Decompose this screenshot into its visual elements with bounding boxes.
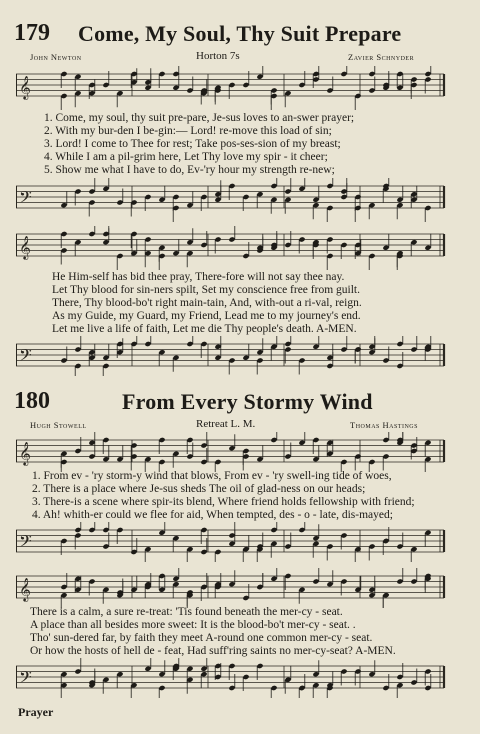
hymn-title: From Every Stormy Wind <box>122 389 373 414</box>
lyric-line: A place than all besides more sweet: It is the blood-bo't mer-cy - seat. . <box>30 619 356 631</box>
lyric-line: There is a calm, a sure re-treat: 'Tis found beneath the mer-cy - seat. <box>30 606 343 618</box>
music-staff <box>16 658 446 698</box>
hymn-number: 180 <box>14 388 50 414</box>
svg-text:𝄢: 𝄢 <box>19 345 32 369</box>
lyric-line: Tho' sun-dered far, by faith they meet A-round one common mer-cy - seat. <box>30 632 373 644</box>
music-staff <box>16 226 446 270</box>
lyric-line: Or how the hosts of hell de - feat, Had suff'ring saints no mer-cy-seat? A-MEN. <box>30 645 396 657</box>
lyric-line: 2. There is a place where Je-sus sheds The oil of glad-ness on our heads; <box>32 483 366 495</box>
tune-name: Retreat L. M. <box>196 418 256 430</box>
tune-name: Horton 7s <box>196 50 240 62</box>
lyric-line: 2. With my bur-den I be-gin:— Lord! re-move this load of sin; <box>44 125 332 137</box>
music-staff <box>16 522 446 562</box>
lyric-line: 1. Come, my soul, thy suit pre-pare, Je-sus loves to an-swer prayer; <box>44 112 355 124</box>
svg-text:𝄞: 𝄞 <box>19 75 31 99</box>
music-staff <box>16 568 446 608</box>
lyric-line: 5. Show me what I have to do, Ev-'ry hour my strength re-new; <box>44 164 335 176</box>
lyric-line: Let Thy blood for sin-ners spilt, Set my conscience free from guilt. <box>52 284 360 296</box>
svg-text:𝄢: 𝄢 <box>19 187 32 211</box>
music-staff <box>16 432 446 472</box>
lyric-line: As my Guide, my Guard, my Friend, Lead me to my journey's end. <box>52 310 361 322</box>
hymn-number: 179 <box>14 20 50 46</box>
svg-text:𝄢: 𝄢 <box>19 531 32 555</box>
music-staff <box>16 178 446 222</box>
svg-text:𝄞: 𝄞 <box>19 441 31 465</box>
hymn-title: Come, My Soul, Thy Suit Prepare <box>78 21 402 46</box>
author-credit: John Newton <box>30 52 82 62</box>
lyric-line: 4. Ah! whith-er could we flee for aid, When tempted, des - o - late, dis-mayed; <box>32 509 393 521</box>
lyric-line: 3. Lord! I come to Thee for rest; Take pos-ses-sion of my breast; <box>44 138 341 150</box>
composer-credit: Zavier Schnyder <box>348 52 415 62</box>
svg-text:𝄞: 𝄞 <box>19 577 31 601</box>
music-staff <box>16 66 446 110</box>
lyric-line: 4. While I am a pil-grim here, Let Thy love my spir - it cheer; <box>44 151 328 163</box>
lyric-line: Let me live a life of faith, Let me die Thy people's death. A-MEN. <box>52 323 357 335</box>
svg-text:𝄞: 𝄞 <box>19 235 31 259</box>
lyric-line: He Him-self has bid thee pray, There-fore will not say thee nay. <box>52 271 345 283</box>
lyric-line: 3. There-is a scene where spir-its blend, Where friend holds fellowship with friend; <box>32 496 415 508</box>
svg-text:𝄢: 𝄢 <box>19 667 32 691</box>
page-footer: Prayer <box>18 705 54 719</box>
music-staff <box>16 336 446 376</box>
author-credit: Hugh Stowell <box>30 420 87 430</box>
composer-credit: Thomas Hastings <box>350 420 418 430</box>
lyric-line: There, Thy blood-bo't right main-tain, And, with-out a ri-val, reign. <box>52 297 362 309</box>
lyric-line: 1. From ev - 'ry storm-y wind that blows, From ev - 'ry swell-ing tide of woes, <box>32 470 392 482</box>
